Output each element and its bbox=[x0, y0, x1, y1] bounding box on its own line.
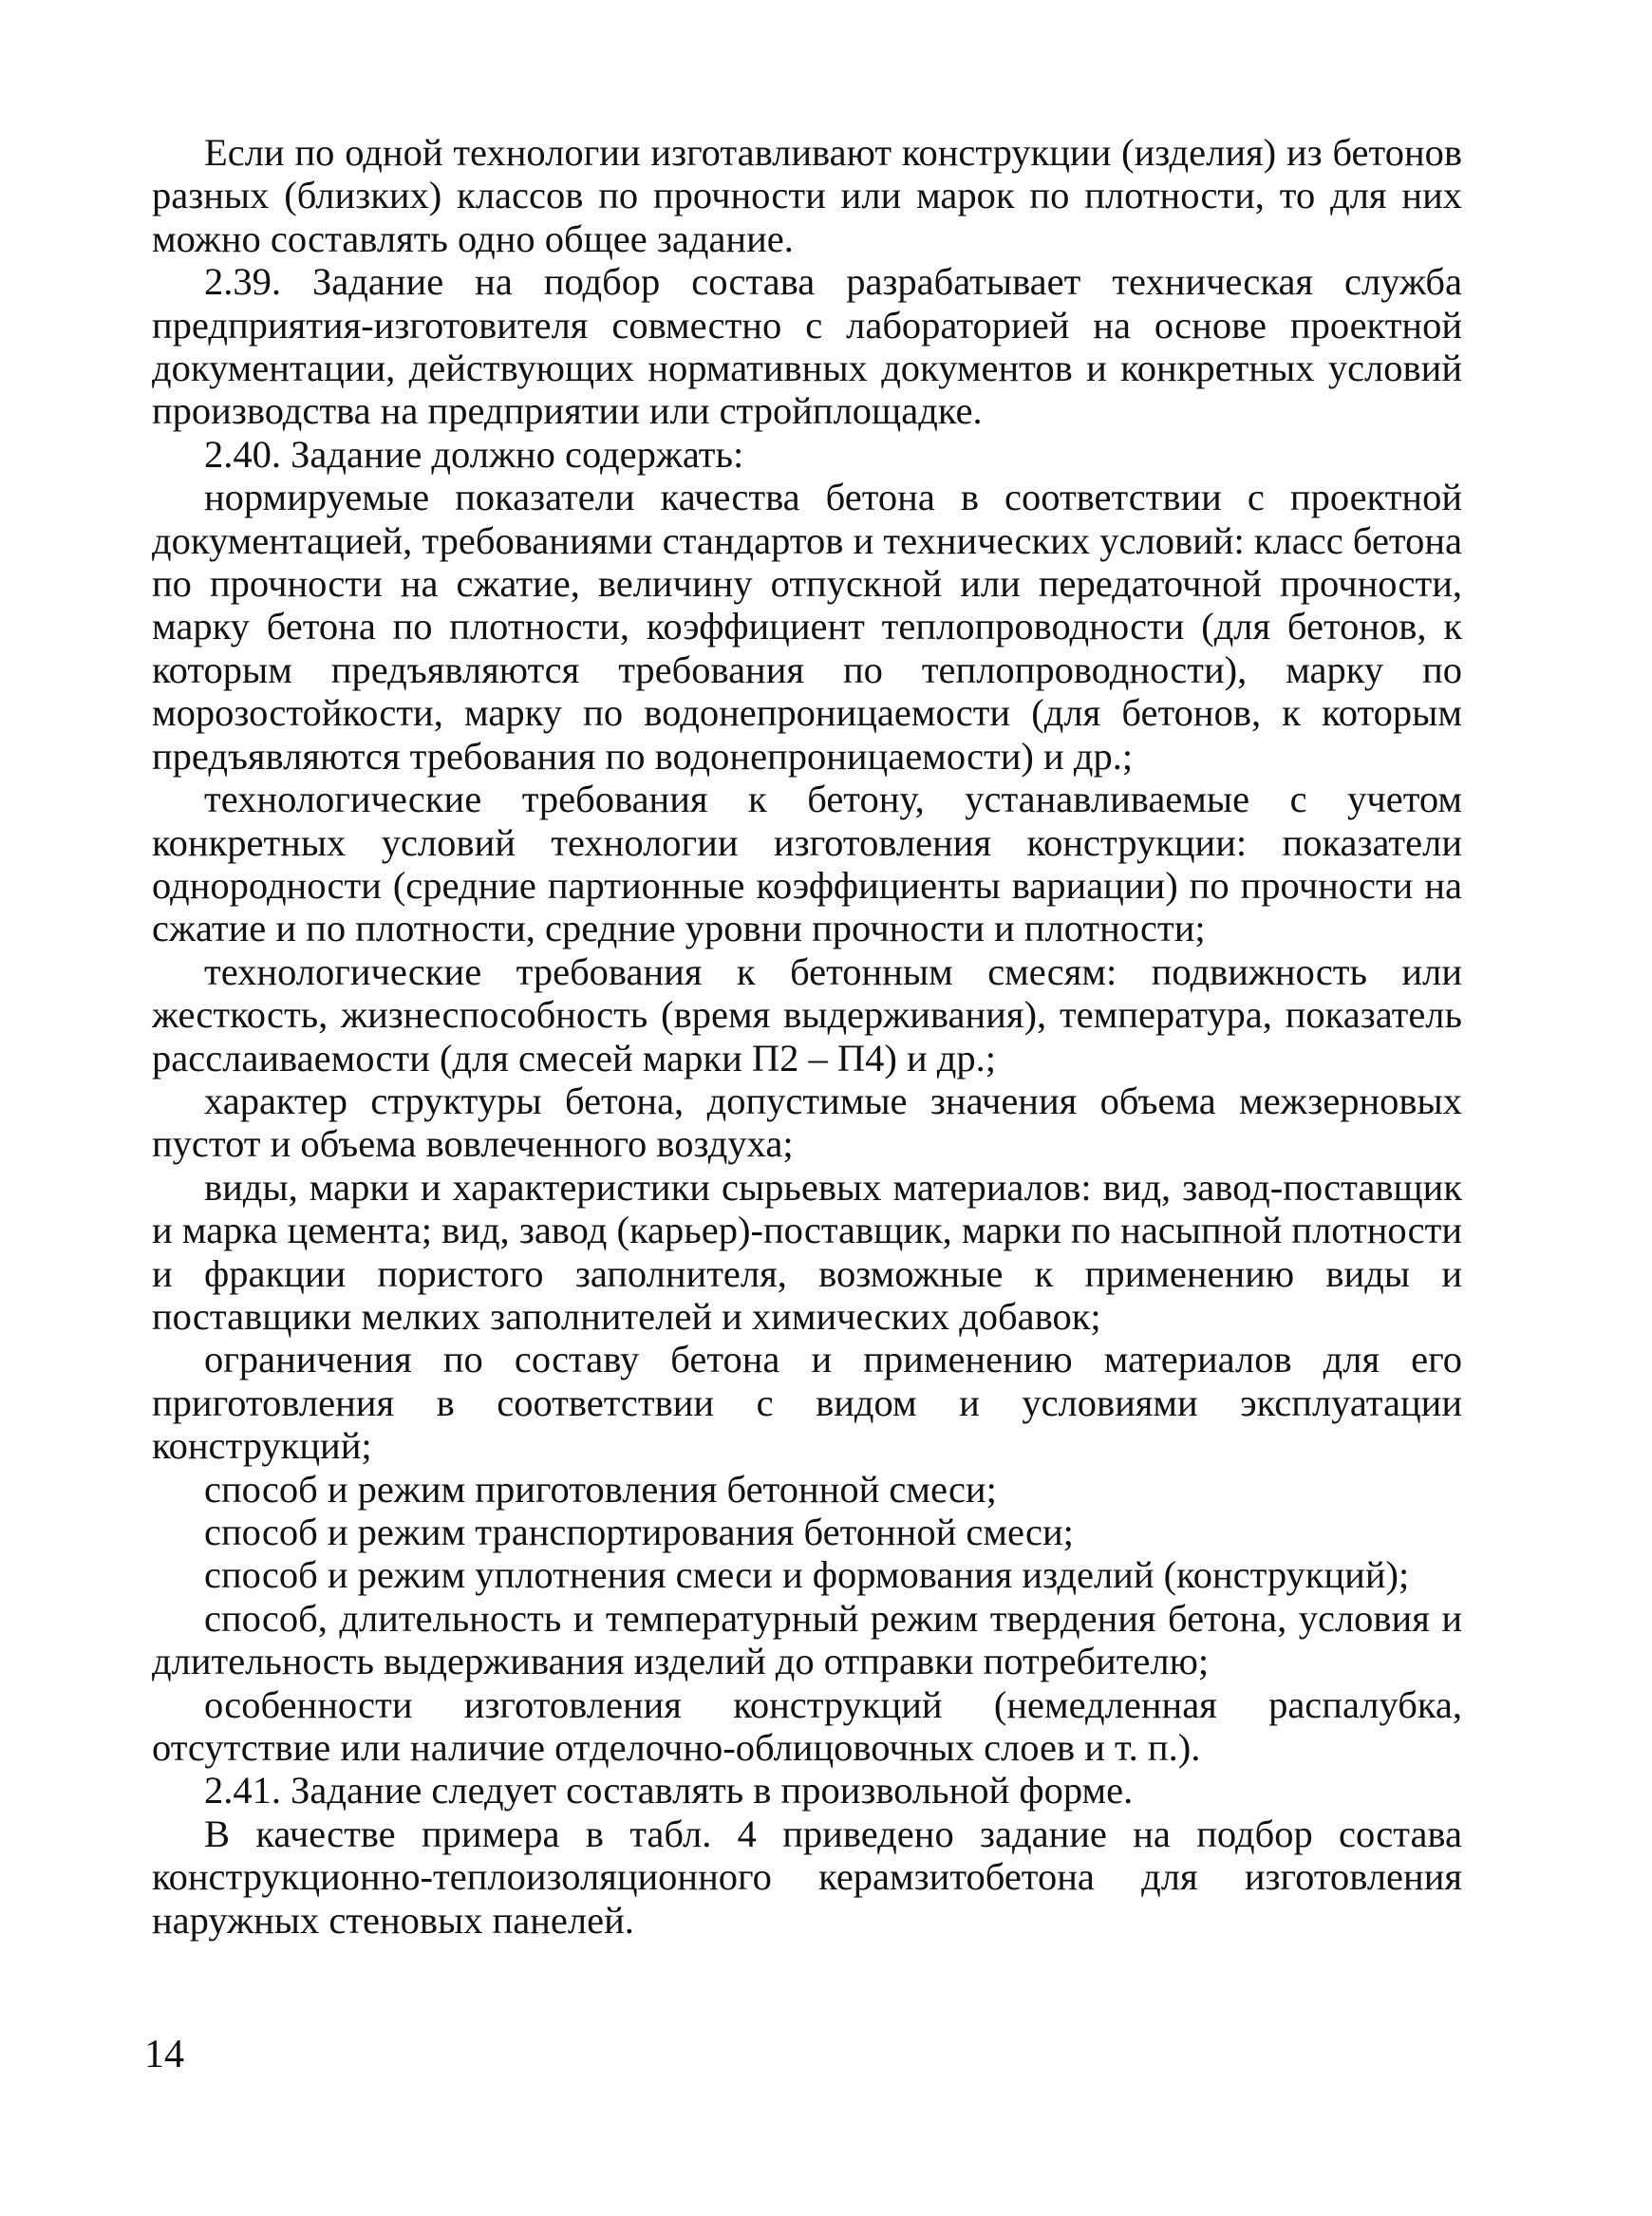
list-item-concrete-requirements: технологические требования к бетону, устанавливаемые с учетом конкретных условий технологии изготовления конструкции: показатели однородности (средние партионные коэффициенты вариации) по прочности на сжатие и по плотности, средние уровни прочности и плотности; bbox=[152, 778, 1462, 950]
list-item-preparation: способ и режим приготовления бетонной смеси; bbox=[204, 1467, 997, 1511]
page-number: 14 bbox=[144, 2033, 184, 2076]
list-item-raw-materials: виды, марки и характеристики сырьевых материалов: вид, завод-поставщик и марка цемента; вид, завод (карьер)-поставщик, марки по насыпной плотности и фракции пористого заполнителя, возможные к применению виды и поставщики мелких заполнителей и химических добавок; bbox=[152, 1165, 1462, 1338]
body-text bbox=[152, 131, 1462, 1942]
paragraph-intro-general-task: Если по одной технологии изготавливают конструкции (изделия) из бетонов разных (близких) классов по прочности или марок по плотности, то для них можно составлять одно общее задание. bbox=[152, 131, 1462, 260]
list-item-compaction: способ и режим уплотнения смеси и формования изделий (конструкций); bbox=[204, 1553, 1410, 1597]
paragraph-2-41: 2.41. Задание следует составлять в произвольной форме. bbox=[204, 1769, 1134, 1812]
paragraph-2-40: 2.40. Задание должно содержать: bbox=[204, 432, 744, 476]
paragraph-2-39: 2.39. Задание на подбор состава разрабатывает техническая служба предприятия-изготовителя совместно с лабораторией на основе проектной документации, действующих нормативных документов и конкретных условий производства на предприятии или стройплощадке. bbox=[152, 260, 1462, 433]
list-item-mix-requirements: технологические требования к бетонным смесям: подвижность или жесткость, жизнеспособность (время выдерживания), температура, показатель расслаиваемости (для смесей марки П2 – П4) и др.; bbox=[152, 949, 1462, 1080]
paragraph-example-table-4: В качестве примера в табл. 4 приведено задание на подбор состава конструкционно-теплоизоляционного керамзитобетона для изготовления наружных стеновых панелей. bbox=[152, 1812, 1462, 1942]
list-item-composition-limits: ограничения по составу бетона и применению материалов для его приготовления в соответствии с видом и условиями эксплуатации конструкций; bbox=[152, 1338, 1462, 1468]
list-item-transport: способ и режим транспортирования бетонной смеси; bbox=[204, 1511, 1074, 1553]
list-item-structure: характер структуры бетона, допустимые значения объема межзерновых пустот и объема вовлеченного воздуха; bbox=[152, 1079, 1462, 1166]
list-item-quality-indicators: нормируемые показатели качества бетона в соответствии с проектной документацией, требованиями стандартов и технических условий: класс бетона по прочности на сжатие, величину отпускной или передаточной прочности, марку бетона по плотности, коэффициент теплопроводности (для бетонов, к которым предъявляются требования по теплопроводности), марку по морозостойкости, марку по водонепроницаемости (для бетонов, к которым предъявляются требования по водонепроницаемости) и др.; bbox=[152, 476, 1462, 778]
list-item-hardening: способ, длительность и температурный режим твердения бетона, условия и длительность выдерживания изделий до отправки потребителю; bbox=[152, 1596, 1462, 1683]
list-item-manufacturing-features: особенности изготовления конструкций (немедленная распалубка, отсутствие или наличие отделочно-облицовочных слоев и т. п.). bbox=[152, 1682, 1462, 1770]
